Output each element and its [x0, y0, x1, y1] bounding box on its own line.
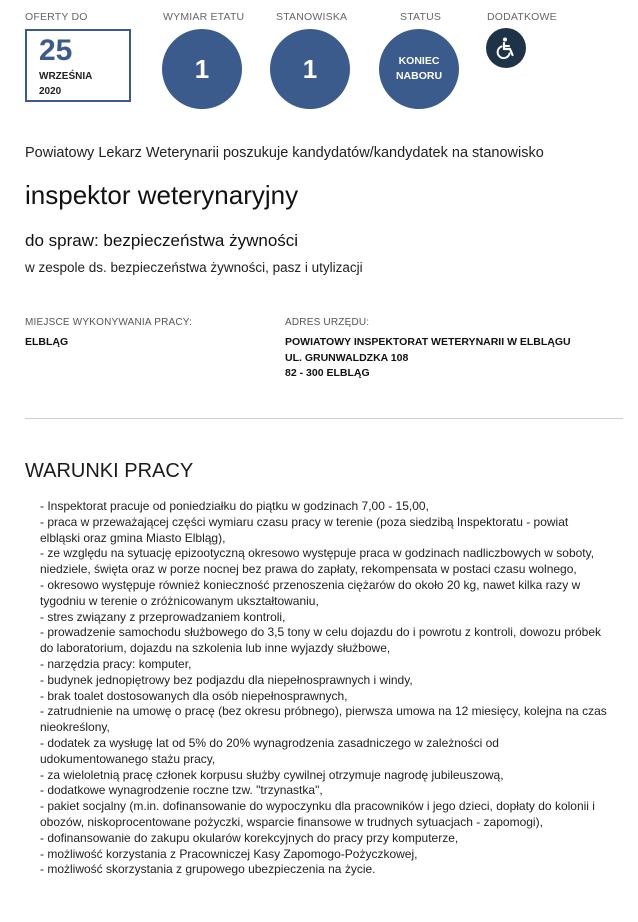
- job-intro: Powiatowy Lekarz Weterynarii poszukuje kandydatów/kandydatek na stanowisko: [25, 145, 544, 161]
- status-label: STATUS: [400, 11, 442, 23]
- condition-item: - możliwość skorzystania z grupowego ubezpieczenia na życie.: [40, 862, 376, 877]
- workload-badge: [162, 29, 242, 109]
- workload-value: 1: [194, 53, 210, 84]
- office-address-line: 82 - 300 ELBLĄG: [285, 367, 370, 379]
- job-subtitle: do spraw: bezpieczeństwa żywności: [25, 231, 299, 250]
- condition-item: - budynek jednopiętrowy bez podjazdu dla niepełnosprawnych i windy,: [40, 672, 413, 687]
- condition-item: - zatrudnienie na umowę o pracę (bez okresu próbnego), pierwsza umowa na 12 miesięcy, kolejna na czas nieokreślony,: [40, 704, 607, 735]
- condition-item: - dodatkowe wynagrodzenie roczne tzw. "trzynastka",: [40, 783, 323, 798]
- deadline-month: WRZEŚNIA: [39, 71, 93, 82]
- office-address-line: UL. GRUNWALDZKA 108: [285, 351, 409, 364]
- conditions-list: [40, 499, 610, 878]
- condition-item: - za wieloletnią pracę członek korpusu służby cywilnej otrzymuje nagrodę jubileuszową,: [40, 767, 504, 782]
- job-team: w zespole ds. bezpieczeństwa żywności, pasz i utylizacji: [25, 260, 363, 275]
- conditions-title: WARUNKI PRACY: [25, 460, 194, 482]
- condition-item: - narzędzia pracy: komputer,: [40, 656, 192, 671]
- workload-label: WYMIAR ETATU: [163, 11, 245, 23]
- condition-item: - prowadzenie samochodu służbowego do 3,5 tony w celu dojazdu do i powrotu z kontroli, dowozu próbek do laboratorium, dojazdu na szkolenia lub inne wyjazdy służbowe,: [40, 625, 601, 656]
- condition-item: - okresowo występuje również konieczność przenoszenia ciężarów do około 20 kg, nawet kilka razy w tygodniu w terenie o zróżnicowanym ukształtowaniu,: [40, 577, 581, 608]
- wheelchair-icon-glyph: [494, 36, 518, 60]
- condition-item: - ze względu na sytuację epizootyczną okresowo występuje praca w godzinach nadliczbowych w soboty, niedziele, święta oraz w porze nocnej bez prawa do zapłaty, rekompensata w postaci czasu wolnego,: [40, 546, 595, 577]
- deadline-year: 2020: [39, 86, 62, 97]
- extras-label: DODATKOWE: [487, 11, 557, 23]
- positions-value: 1: [302, 53, 318, 84]
- condition-item: - dofinansowanie do zakupu okularów korekcyjnych do pracy przy komputerze,: [40, 830, 459, 845]
- condition-item: - możliwość korzystania z Pracowniczej Kasy Zapomogo-Pożyczkowej,: [40, 846, 418, 861]
- deadline-day: 25: [39, 34, 73, 67]
- office-address-label: ADRES URZĘDU:: [285, 317, 370, 328]
- wheelchair-icon: [486, 28, 526, 68]
- section-divider: [25, 418, 623, 419]
- condition-item: - praca w przeważającej części wymiaru czasu pracy w terenie (poza siedzibą Inspektoratu - powiat elbląski oraz gmina Miasto Elbląg),: [40, 514, 569, 545]
- condition-item: - dodatek za wysługę lat od 5% do 20% wynagrodzenia zasadniczego w zależności od udokumentowanego stażu pracy,: [40, 735, 499, 766]
- condition-item: - brak toalet dostosowanych dla osób niepełnosprawnych,: [40, 688, 348, 703]
- deadline-date-box: [25, 29, 131, 102]
- workplace-value: ELBLĄG: [25, 336, 69, 348]
- positions-badge: [270, 29, 350, 109]
- condition-item: - Inspektorat pracuje od poniedziałku do piątku w godzinach 7,00 - 15,00,: [40, 499, 429, 513]
- job-title: inspektor weterynaryjny: [25, 180, 299, 210]
- positions-label: STANOWISKA: [276, 11, 348, 23]
- workplace-label: MIEJSCE WYKONYWANIA PRACY:: [25, 317, 193, 328]
- office-address-line: POWIATOWY INSPEKTORAT WETERYNARII W ELBLĄGU: [285, 336, 571, 348]
- condition-item: - stres związany z przeprowadzaniem kontroli,: [40, 609, 286, 624]
- offers-deadline-label: OFERTY DO: [25, 11, 88, 23]
- status-badge: [379, 29, 459, 109]
- condition-item: - pakiet socjalny (m.in. dofinansowanie do wypoczynku dla pracowników i jego dzieci, dopłaty do kolonii i obozów, niskoprocentowane pożyczki, wsparcie finansowe w trudnych sytuacjach - zapomogi),: [40, 799, 595, 829]
- status-value: KONIEC NABORU: [395, 55, 443, 82]
